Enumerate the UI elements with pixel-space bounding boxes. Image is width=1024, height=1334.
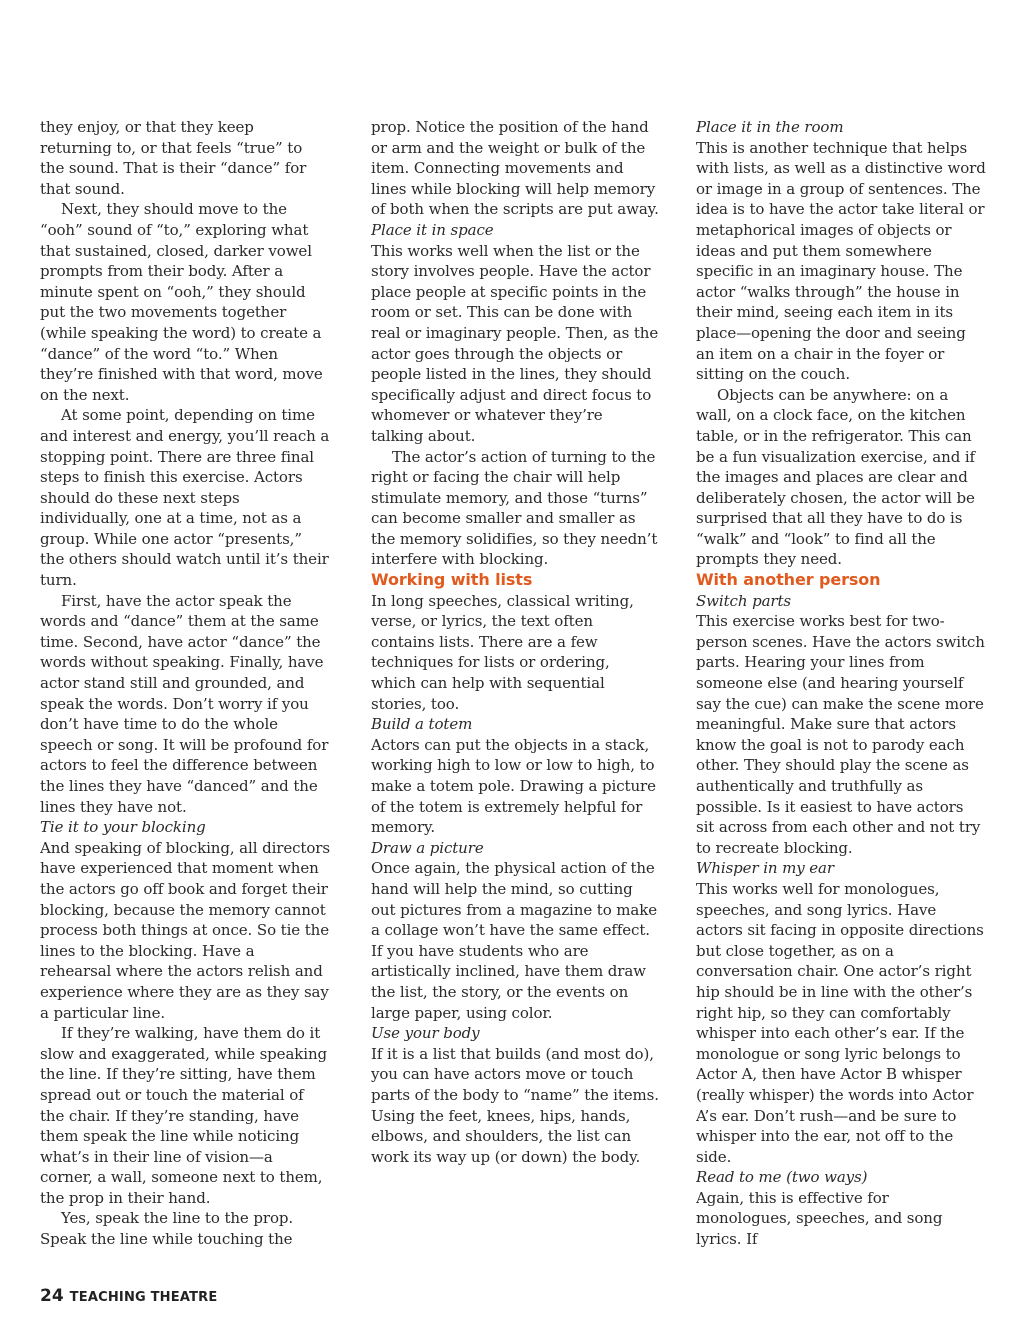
body-paragraph: This is another technique that helps with lists, as well as a distinctive word or image in a group of sentences. The idea is to have the actor take literal or metaphorical images of objects or ideas and put them somewhere specific in an imaginary house. The actor “walks through” the house in their mind, seeing each item in its place—opening the door and seeing an item on a chair in the foyer or sitting on the couch. [696, 138, 986, 384]
body-paragraph: Next, they should move to the “ooh” sound of “to,” exploring what that sustained, closed, darker vowel prompts from their body. After a minute spent on “ooh,” they should put the two movements together (while speaking the word) to create a “dance” of the word “to.” When they’re finished with that word, move on the next. [40, 200, 323, 404]
column-2 [371, 117, 659, 1282]
body-paragraph: prop. Notice the position of the hand or arm and the weight or bulk of the item. Connecting movements and lines while blocking will help memory of both when the scripts are put away. [371, 118, 659, 219]
body-paragraph: This works well for monologues, speeches, and song lyrics. Have actors sit facing in opposite directions but close together, as on a conversation chair. One actor’s right hip should be in line with the other’s right hip, so they can comfortably whisper into each other’s ear. If the monologue or song lyric belongs to Actor A, then have Actor B whisper (really whisper) the words into Actor A’s ear. Don’t rush—and be sure to whisper into the ear, not off to the side. [696, 879, 984, 1166]
subheading-read-to-me: Read to me (two ways) [696, 1168, 868, 1187]
section-heading-with-another-person: With another person [696, 570, 881, 590]
subheading-whisper-in-my-ear: Whisper in my ear [696, 859, 834, 878]
subheading-build-a-totem: Build a totem [371, 715, 473, 734]
column-1 [40, 117, 330, 1282]
body-paragraph: In long speeches, classical writing, verse, or lyrics, the text often contains lists. There are a few techniques for lists or ordering, which can help with sequential stories, too. [371, 591, 634, 713]
body-paragraph: Once again, the physical action of the hand will help the mind, so cutting out pictures from a magazine to make a collage won’t have the same effect. If you have students who are artistically inclined, have them draw the list, the story, or the events on large paper, using color. [371, 859, 658, 1022]
body-paragraph: This works well when the list or the story involves people. Have the actor place people at specific points in the room or set. This can be done with real or imaginary people. Then, as the actor goes through the objects or people listed in the lines, they should specifically adjust and direct focus to whomever or whatever they’re talking about. [371, 241, 659, 445]
body-paragraph: If they’re walking, have them do it slow and exaggerated, while speaking the line. If they’re sitting, have them spread out or touch the material of the chair. If they’re standing, have them speak the line while noticing what’s in their line of vision—a corner, a wall, someone next to them, the prop in their hand. [40, 1024, 328, 1207]
body-paragraph: First, have the actor speak the words and “dance” them at the same time. Second, have actor “dance” the words without speaking. Finally, have actor stand still and grounded, and speak the words. Don’t worry if you don’t have time to do the whole speech or song. It will be profound for actors to feel the difference between the lines they have “danced” and the lines they have not. [40, 591, 329, 816]
body-paragraph: This exercise works best for two-person scenes. Have the actors switch parts. Hearing your lines from someone else (and hearing yourself say the cue) can make the scene more meaningful. Make sure that actors know the goal is not to parody each other. They should play the scene as authentically and truthfully as possible. Is it easiest to have actors sit across from each other and not try to recreate blocking. [696, 612, 985, 857]
body-paragraph: Actors can put the objects in a stack, working high to low or low to high, to make a totem pole. Drawing a picture of the totem is extremely helpful for memory. [371, 735, 656, 837]
section-heading-working-with-lists: Working with lists [371, 570, 533, 590]
subheading-draw-a-picture: Draw a picture [371, 838, 484, 857]
page-footer [40, 1286, 217, 1306]
body-paragraph: The actor’s action of turning to the right or facing the chair will help stimulate memory, and those “turns” can become smaller and smaller as the memory solidifies, so they needn’t interfere with blocking. [371, 447, 658, 569]
subheading-switch-parts: Switch parts [696, 591, 792, 610]
body-paragraph: If it is a list that builds (and most do), you can have actors move or touch parts of the body to “name” the items. Using the feet, knees, hips, hands, elbows, and shoulders, the list can work its way up (or down) the body. [371, 1044, 659, 1166]
body-paragraph: Again, this is effective for monologues, speeches, and song lyrics. If [696, 1188, 943, 1249]
subheading-use-your-body: Use your body [371, 1024, 480, 1043]
subheading-place-it-in-the-room: Place it in the room [696, 118, 844, 136]
subheading-place-it-in-space: Place it in space [371, 220, 494, 239]
magazine-title: TEACHING THEATRE [69, 1290, 218, 1305]
body-paragraph: And speaking of blocking, all directors have experienced that moment when the actors go off book and forget their blocking, because the memory cannot process both things at once. So tie the lines to the blocking. Have a rehearsal where the actors relish and experience where they are as they say a particular line. [40, 838, 330, 1022]
body-paragraph: At some point, depending on time and interest and energy, you’ll reach a stopping point. There are three final steps to finish this exercise. Actors should do these next steps individually, one at a time, not as a group. While one actor “presents,” the others should watch until it’s their turn. [40, 406, 330, 590]
column-3 [696, 117, 986, 1282]
body-paragraph: Objects can be anywhere: on a wall, on a clock face, on the kitchen table, or in the refrigerator. This can be a fun visualization exercise, and if the images and places are clear and deliberately chosen, the actor will be surprised that all they have to do is “walk” and “look” to find all the prompts they need. [696, 385, 976, 569]
page-number: 24 [40, 1286, 64, 1306]
body-paragraph: they enjoy, or that they keep returning to, or that feels “true” to the sound. That is their “dance” for that sound. [40, 118, 307, 198]
subheading-tie-it-to-your-blocking: Tie it to your blocking [40, 818, 206, 837]
body-paragraph: Yes, speak the line to the prop. Speak the line while touching the [40, 1209, 294, 1249]
